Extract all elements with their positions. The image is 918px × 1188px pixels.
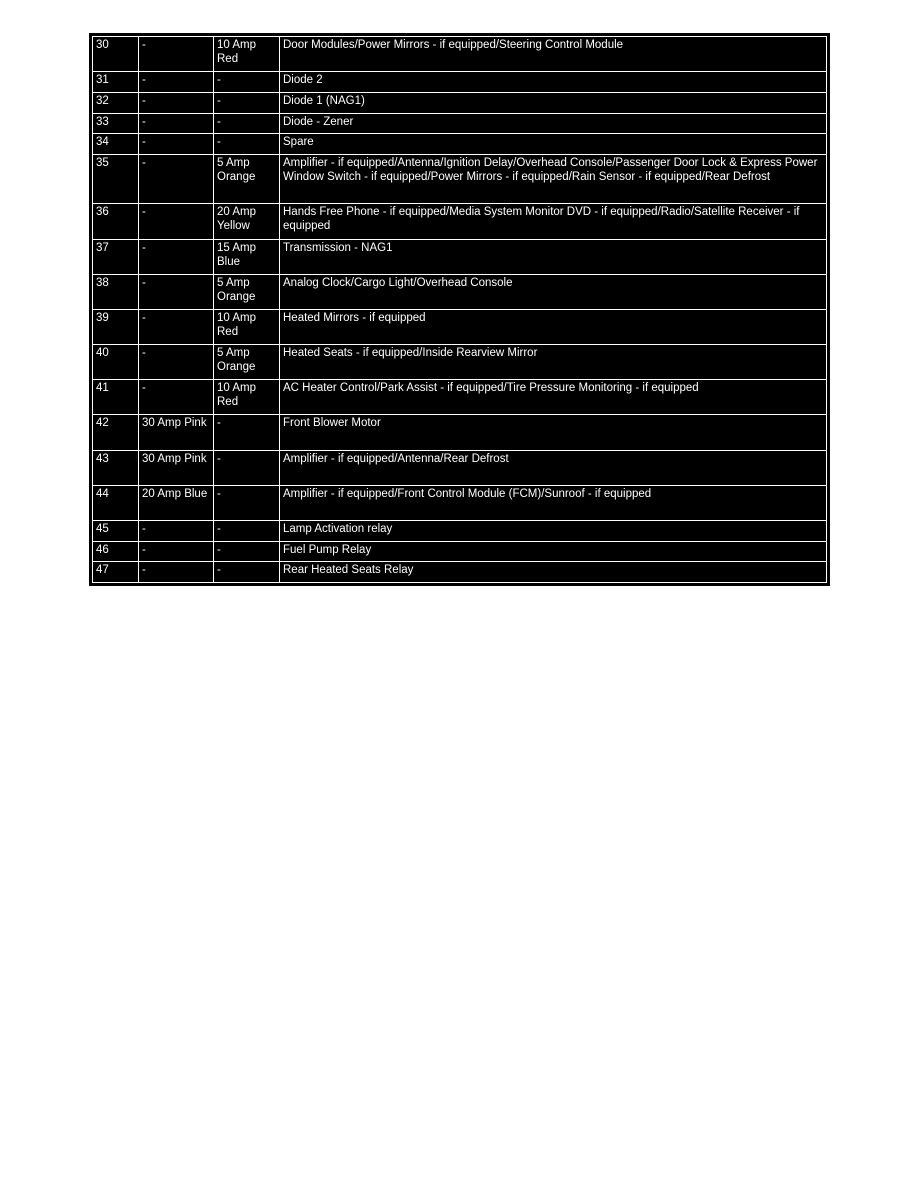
cartridge-fuse-cell: -: [139, 541, 214, 562]
table-row: [93, 239, 827, 274]
table-row: [93, 309, 827, 344]
mini-fuse-cell: 10 Amp Red: [214, 309, 280, 344]
description-cell: Front Blower Motor: [280, 415, 827, 450]
cavity-cell: 39: [93, 309, 139, 344]
table-row: [93, 562, 827, 583]
description-cell: Heated Mirrors - if equipped: [280, 309, 827, 344]
fuse-table-frame: [89, 33, 830, 586]
cavity-cell: 42: [93, 415, 139, 450]
cavity-cell: 32: [93, 92, 139, 113]
description-cell: Spare: [280, 134, 827, 155]
description-cell: Diode 2: [280, 72, 827, 93]
cavity-cell: 31: [93, 72, 139, 93]
table-row: [93, 37, 827, 72]
table-row: [93, 541, 827, 562]
cartridge-fuse-cell: -: [139, 134, 214, 155]
cartridge-fuse-cell: -: [139, 309, 214, 344]
description-cell: Heated Seats - if equipped/Inside Rearview Mirror: [280, 345, 827, 380]
description-cell: Analog Clock/Cargo Light/Overhead Console: [280, 274, 827, 309]
cavity-cell: 34: [93, 134, 139, 155]
mini-fuse-cell: 10 Amp Red: [214, 380, 280, 415]
cavity-cell: 36: [93, 204, 139, 239]
description-cell: Transmission - NAG1: [280, 239, 827, 274]
cavity-cell: 44: [93, 485, 139, 520]
table-row: [93, 204, 827, 239]
mini-fuse-cell: 5 Amp Orange: [214, 274, 280, 309]
table-row: [93, 92, 827, 113]
cartridge-fuse-cell: -: [139, 72, 214, 93]
mini-fuse-cell: -: [214, 562, 280, 583]
cartridge-fuse-cell: 30 Amp Pink: [139, 450, 214, 485]
cavity-cell: 47: [93, 562, 139, 583]
description-cell: Diode - Zener: [280, 113, 827, 134]
mini-fuse-cell: -: [214, 113, 280, 134]
mini-fuse-cell: 20 Amp Yellow: [214, 204, 280, 239]
table-row: [93, 134, 827, 155]
cartridge-fuse-cell: -: [139, 562, 214, 583]
cavity-cell: 41: [93, 380, 139, 415]
description-cell: Rear Heated Seats Relay: [280, 562, 827, 583]
cartridge-fuse-cell: -: [139, 204, 214, 239]
mini-fuse-cell: 5 Amp Orange: [214, 345, 280, 380]
table-row: [93, 72, 827, 93]
cartridge-fuse-cell: -: [139, 274, 214, 309]
cartridge-fuse-cell: -: [139, 37, 214, 72]
description-cell: Amplifier - if equipped/Front Control Module (FCM)/Sunroof - if equipped: [280, 485, 827, 520]
description-cell: Door Modules/Power Mirrors - if equipped/Steering Control Module: [280, 37, 827, 72]
cartridge-fuse-cell: -: [139, 520, 214, 541]
table-row: [93, 154, 827, 204]
cartridge-fuse-cell: -: [139, 113, 214, 134]
mini-fuse-cell: 15 Amp Blue: [214, 239, 280, 274]
description-cell: Diode 1 (NAG1): [280, 92, 827, 113]
cavity-cell: 35: [93, 154, 139, 204]
mini-fuse-cell: 10 Amp Red: [214, 37, 280, 72]
table-row: [93, 415, 827, 450]
cavity-cell: 33: [93, 113, 139, 134]
cavity-cell: 46: [93, 541, 139, 562]
description-cell: Amplifier - if equipped/Antenna/Ignition Delay/Overhead Console/Passenger Door Lock & Express Power Window Switch - if equipped/Power Mirrors - if equipped/Rain Sensor - if equipped/Rear Defrost: [280, 154, 827, 204]
mini-fuse-cell: -: [214, 450, 280, 485]
cartridge-fuse-cell: -: [139, 92, 214, 113]
cavity-cell: 40: [93, 345, 139, 380]
mini-fuse-cell: -: [214, 415, 280, 450]
table-row: [93, 450, 827, 485]
cavity-cell: 43: [93, 450, 139, 485]
mini-fuse-cell: -: [214, 92, 280, 113]
mini-fuse-cell: -: [214, 134, 280, 155]
table-row: [93, 274, 827, 309]
mini-fuse-cell: -: [214, 541, 280, 562]
cartridge-fuse-cell: -: [139, 345, 214, 380]
description-cell: Amplifier - if equipped/Antenna/Rear Defrost: [280, 450, 827, 485]
description-cell: Lamp Activation relay: [280, 520, 827, 541]
description-cell: AC Heater Control/Park Assist - if equipped/Tire Pressure Monitoring - if equipped: [280, 380, 827, 415]
mini-fuse-cell: 5 Amp Orange: [214, 154, 280, 204]
table-row: [93, 485, 827, 520]
table-row: [93, 345, 827, 380]
table-row: [93, 520, 827, 541]
cavity-cell: 30: [93, 37, 139, 72]
fuse-table: [92, 36, 827, 583]
cartridge-fuse-cell: 20 Amp Blue: [139, 485, 214, 520]
cavity-cell: 38: [93, 274, 139, 309]
cartridge-fuse-cell: -: [139, 239, 214, 274]
mini-fuse-cell: -: [214, 485, 280, 520]
table-row: [93, 380, 827, 415]
description-cell: Fuel Pump Relay: [280, 541, 827, 562]
cartridge-fuse-cell: 30 Amp Pink: [139, 415, 214, 450]
description-cell: Hands Free Phone - if equipped/Media System Monitor DVD - if equipped/Radio/Satellite Receiver - if equipped: [280, 204, 827, 239]
cavity-cell: 45: [93, 520, 139, 541]
mini-fuse-cell: -: [214, 520, 280, 541]
cartridge-fuse-cell: -: [139, 154, 214, 204]
mini-fuse-cell: -: [214, 72, 280, 93]
cavity-cell: 37: [93, 239, 139, 274]
cartridge-fuse-cell: -: [139, 380, 214, 415]
table-row: [93, 113, 827, 134]
